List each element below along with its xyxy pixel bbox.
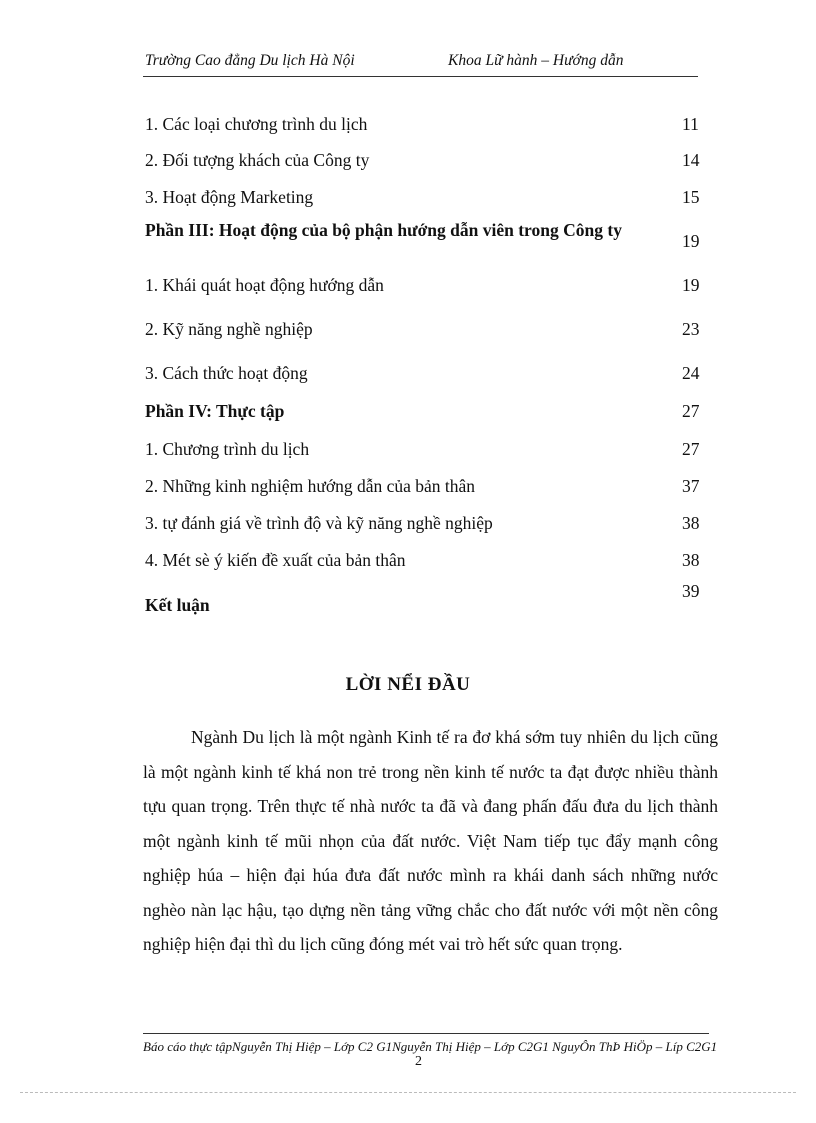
- page-number: 2: [415, 1054, 422, 1069]
- toc-label: 1. Chương trình du lịch: [145, 439, 310, 459]
- toc-label: 2. Đối tượng khách của Công ty: [145, 150, 370, 170]
- footer-text: Báo cáo thực tậpNguyễn Thị Hiệp – Lớp C2 G1Nguyễn Thị Hiệp – Lớp C2G1 NguyÔn ThÞ HiÖp – Líp C2G1: [143, 1039, 718, 1054]
- section-title: LỜI NỂI ĐẦU: [345, 674, 471, 695]
- toc-page: 27: [682, 401, 700, 421]
- footer-divider: [143, 1033, 709, 1034]
- page-header: [143, 50, 698, 77]
- toc-page: 14: [682, 150, 700, 170]
- toc-page: 15: [682, 187, 700, 207]
- toc-page: 23: [682, 319, 700, 339]
- toc-page: 19: [682, 231, 700, 251]
- intro-paragraph: Ngành Du lịch là một ngành Kinh tế ra đơ khá sớm tuy nhiên du lịch cũng là một ngành kinh tế khá non trẻ trong nền kinh tế nước ta đạt được nhiều thành tựu quan trọng. Trên thực tế nhà nước ta đã và đang phấn đấu đưa du lịch thành một ngành kinh tế mũi nhọn của đất nước. Việt Nam tiếp tục đẩy mạnh công nghiệp húa – hiện đại húa đưa đất nước mình ra khái danh sách những nước nghèo nàn lạc hậu, tạo dựng nền tảng vững chắc cho đất nước với một nền công nghiệp hiện đại thì du lịch cũng đóng mét vai trò hết sức quan trọng.: [143, 727, 718, 954]
- toc-label: 3. Cách thức hoạt động: [145, 363, 308, 383]
- toc-label: Kết luận: [145, 595, 210, 615]
- toc-label: 3. tự đánh giá về trình độ và kỹ năng nghề nghiệp: [145, 513, 493, 533]
- toc-label: 2. Kỹ năng nghề nghiệp: [145, 319, 313, 339]
- toc-page: 37: [682, 476, 700, 496]
- toc-page: 19: [682, 275, 700, 295]
- toc-label: 4. Mét sè ý kiến đề xuất của bản thân: [145, 550, 406, 570]
- toc-label: 2. Những kinh nghiệm hướng dẫn của bản thân: [145, 476, 476, 496]
- toc-page: 39: [682, 581, 700, 601]
- toc-page: 27: [682, 439, 700, 459]
- header-school-name: Trường Cao đẳng Du lịch Hà Nội: [145, 52, 355, 69]
- toc-page: 11: [682, 114, 699, 134]
- toc-page: 38: [682, 513, 700, 533]
- page-bottom-rule: [20, 1092, 796, 1093]
- toc-label: Phần III: Hoạt động của bộ phận hướng dẫn viên trong Công ty: [145, 220, 622, 240]
- toc-label: 1. Khái quát hoạt động hướng dẫn: [145, 275, 384, 295]
- toc-label: Phần IV: Thực tập: [145, 401, 285, 421]
- toc-label: 1. Các loại chương trình du lịch: [145, 114, 368, 134]
- toc-page: 38: [682, 550, 700, 570]
- toc-page: 24: [682, 363, 700, 383]
- header-department: Khoa Lữ hành – Hướng dẫn: [448, 52, 624, 69]
- toc-label: 3. Hoạt động Marketing: [145, 187, 314, 207]
